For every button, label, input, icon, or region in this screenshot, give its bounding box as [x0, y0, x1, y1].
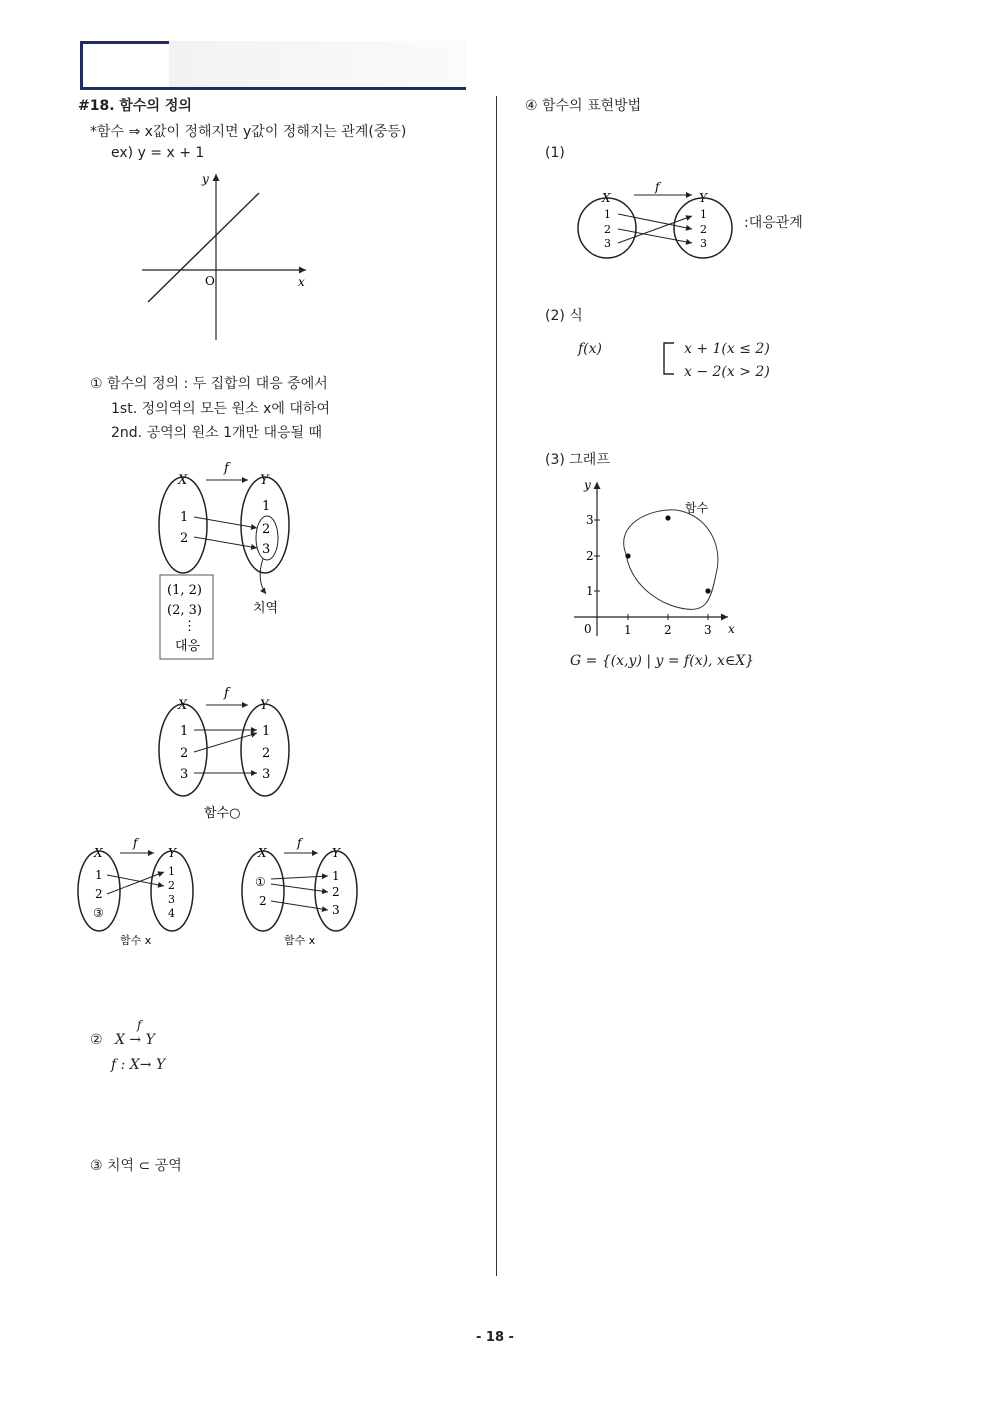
pairs-caption: 대응: [175, 639, 201, 654]
f-label: f: [297, 836, 302, 850]
header-frame-top: [80, 41, 169, 44]
header-band: [169, 41, 466, 87]
y-item: 3: [168, 893, 175, 906]
item1-line2: 1st. 정의역의 모든 원소 x에 대하여: [111, 401, 330, 417]
map-arrow: [194, 733, 257, 752]
formula-case1: x + 1(x ≤ 2): [684, 341, 770, 357]
correspondence-label: :대응관계: [744, 215, 803, 231]
set-y-label: Y: [332, 846, 340, 860]
y-item: 1: [168, 865, 175, 878]
item1-line1: ① 함수의 정의 : 두 집합의 대응 중에서: [90, 376, 328, 392]
y-item: 3: [262, 542, 271, 557]
pair: (2, 3): [167, 603, 202, 618]
x-item: 2: [180, 746, 189, 761]
y-item: 2: [262, 522, 271, 537]
mapping-diagram-5: [570, 178, 740, 262]
set-x-label: X: [178, 698, 188, 713]
x-item: 2: [604, 223, 611, 236]
set-definition: G = {(x,y) | y = f(x), x∈X}: [570, 653, 755, 669]
map-arrow: [271, 876, 328, 879]
diagram-caption: 함수 x: [120, 934, 152, 947]
domain-ellipse: [242, 851, 284, 931]
domain-ellipse: [159, 477, 207, 573]
item1-line3: 2nd. 공역의 원소 1개만 대응될 때: [111, 425, 323, 441]
f-label: f: [224, 461, 229, 476]
x-tick-label: 1: [624, 623, 632, 637]
range-pointer-arrow: [260, 559, 266, 594]
item2-line1: X → Y: [115, 1032, 155, 1048]
item4-title: ④ 함수의 표현방법: [525, 98, 642, 114]
y-item: 2: [262, 746, 271, 761]
origin-label: 0: [584, 622, 592, 636]
x-tick-label: 2: [664, 623, 672, 637]
y-item: 3: [262, 767, 271, 782]
header-frame-left: [80, 41, 83, 90]
map-arrow: [107, 872, 164, 894]
formula-case2: x − 2(x > 2): [684, 364, 770, 380]
f-label: f: [655, 180, 660, 194]
graph-point: [625, 553, 630, 558]
header-underline: [80, 87, 466, 90]
map-arrow: [271, 884, 328, 892]
x-item: 1: [180, 724, 189, 739]
function-boundary: [624, 510, 718, 610]
x-item: ③: [93, 906, 104, 920]
y-tick-label: 1: [586, 584, 594, 598]
diagram-caption: 함수○: [204, 806, 241, 821]
section-title: #18. 함수의 정의: [78, 98, 192, 114]
function-label: 함수: [685, 501, 709, 515]
set-y-label: Y: [699, 191, 707, 205]
graph-point: [665, 515, 670, 520]
mapping-diagram-2: [150, 683, 310, 828]
set-y-label: Y: [260, 698, 269, 713]
y-axis-label: y: [202, 172, 209, 186]
set-x-label: X: [258, 846, 267, 860]
y-item: 2: [168, 879, 175, 892]
y-item: 1: [700, 208, 707, 221]
set-y-label: Y: [168, 846, 176, 860]
x-item: 2: [180, 531, 189, 546]
f-label: f: [224, 686, 229, 701]
pair: (1, 2): [167, 583, 202, 598]
map-arrow: [107, 875, 164, 886]
y-tick-label: 2: [586, 549, 594, 563]
definition-line: *함수 ⇒ x값이 정해지면 y값이 정해지는 관계(중등): [90, 124, 407, 140]
y-item: 1: [332, 869, 340, 883]
set-x-label: X: [94, 846, 103, 860]
item2-line2: f : X→ Y: [111, 1057, 166, 1073]
set-y-label: Y: [260, 473, 269, 488]
x-item: 1: [95, 868, 103, 882]
x-item: 3: [180, 767, 189, 782]
item3-line: ③ 치역 ⊂ 공역: [90, 1158, 182, 1174]
y-tick-label: 3: [586, 513, 594, 527]
y-axis-label: y: [584, 478, 591, 492]
y-item: 1: [262, 499, 271, 514]
map-arrow: [618, 229, 692, 243]
graph-point: [705, 588, 710, 593]
y-item: 2: [700, 223, 707, 236]
diagram-caption: 함수 x: [284, 934, 316, 947]
piecewise-bracket: [662, 342, 676, 376]
origin-label: O: [205, 274, 215, 288]
map-arrow: [194, 517, 257, 528]
set-x-label: X: [602, 191, 611, 205]
map-arrow: [618, 214, 692, 229]
x-item: 1: [604, 208, 611, 221]
item2-f-label: f: [137, 1018, 142, 1032]
y-item: 3: [332, 903, 340, 917]
sub2-label: (2) 식: [545, 308, 583, 324]
x-item: 1: [180, 510, 189, 525]
map-arrow: [618, 216, 692, 243]
sub1-label: (1): [545, 145, 565, 161]
range-label: 치역: [253, 601, 279, 616]
y-item: 2: [332, 885, 340, 899]
linear-graph: [136, 168, 316, 346]
page-number: - 18 -: [476, 1330, 514, 1345]
column-divider: [496, 96, 497, 1276]
x-axis-label: x: [298, 275, 305, 289]
x-item: 3: [604, 237, 611, 250]
y-item: 1: [262, 724, 271, 739]
set-x-label: X: [178, 473, 188, 488]
vertical-dots: ⋮: [183, 619, 196, 634]
x-item: 2: [259, 894, 267, 908]
mapping-diagram-3: [74, 834, 204, 954]
map-arrow: [194, 537, 257, 548]
points-graph: [566, 474, 746, 642]
x-item: 2: [95, 887, 103, 901]
f-label: f: [133, 836, 138, 850]
mapping-diagram-4: [236, 834, 366, 954]
example-line: ex) y = x + 1: [111, 145, 205, 161]
map-arrow: [271, 901, 328, 910]
mapping-diagram-1: [150, 458, 310, 668]
x-item: ①: [255, 875, 266, 889]
y-item: 4: [168, 907, 175, 920]
y-item: 3: [700, 237, 707, 250]
formula-lhs: f(x): [578, 341, 603, 357]
function-line: [148, 193, 259, 302]
x-axis-label: x: [728, 622, 735, 636]
item2-number: ②: [90, 1032, 103, 1048]
x-tick-label: 3: [704, 623, 712, 637]
sub3-label: (3) 그래프: [545, 452, 610, 468]
